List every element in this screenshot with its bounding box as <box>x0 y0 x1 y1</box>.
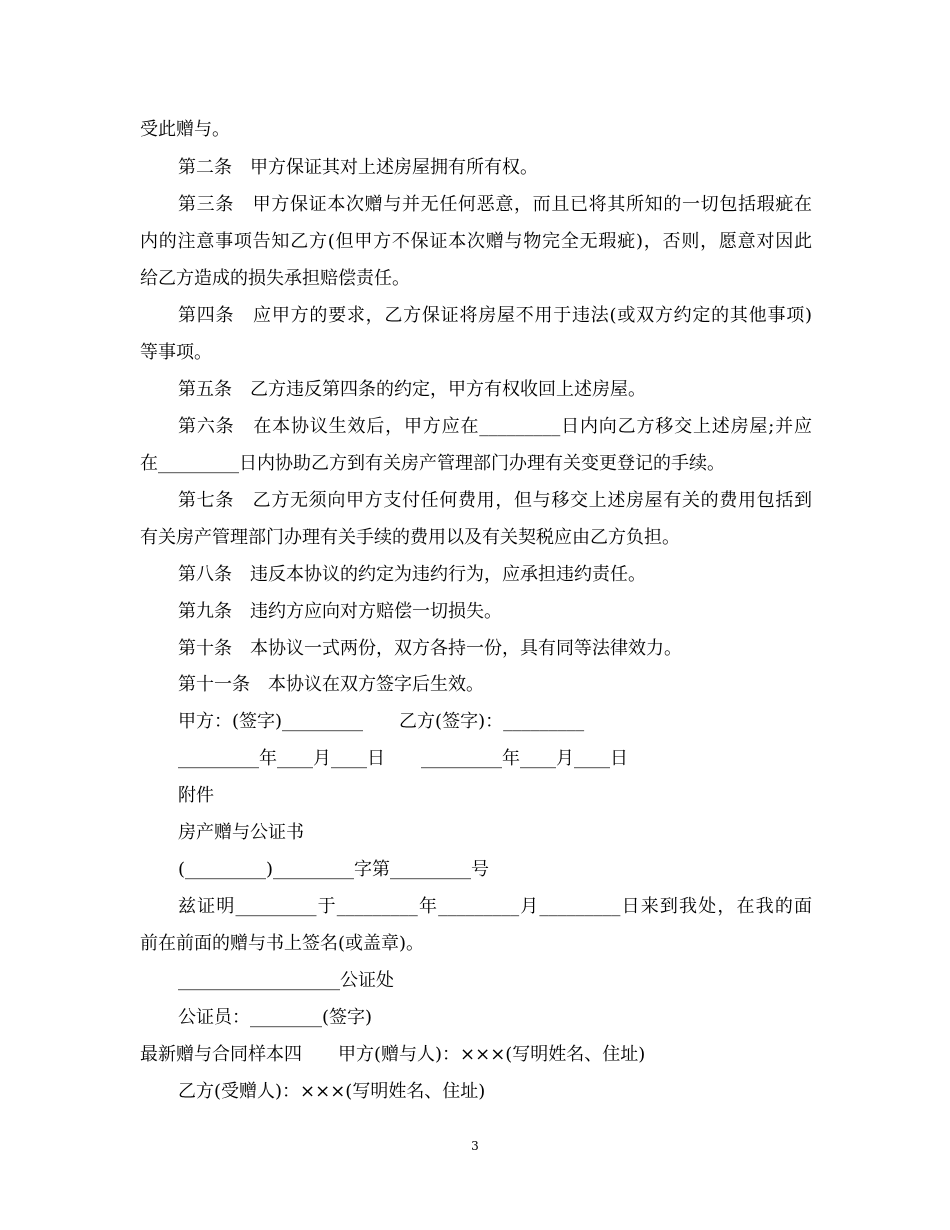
paragraph-line: 等事项。 <box>140 342 212 363</box>
date-line: _________年____月____日 _________年____月____日 <box>178 748 628 769</box>
clause-3: 第三条 甲方保证本次赠与并无任何恶意，而且已将其所知的一切包括瑕疵在 <box>178 194 812 215</box>
party-b-line: 乙方(受赠人)：×××(写明姓名、住址) <box>178 1081 486 1102</box>
paragraph-line: 给乙方造成的损失承担赔偿责任。 <box>140 268 410 289</box>
paragraph-line: 在_________日内协助乙方到有关房产管理部门办理有关变更登记的手续。 <box>140 453 725 474</box>
paragraph-line: 前在前面的赠与书上签名(或盖章)。 <box>140 933 425 954</box>
notary-statement: 兹证明_________于_________年_________月_________日来到我处，在我的面 <box>178 896 812 917</box>
signature-line: 甲方：(签字)_________ 乙方(签字)：_________ <box>178 711 585 732</box>
page-number: 3 <box>471 1139 479 1153</box>
attachment-heading: 附件 <box>178 785 214 806</box>
clause-5: 第五条 乙方违反第四条的约定，甲方有权收回上述房屋。 <box>178 379 646 400</box>
clause-2: 第二条 甲方保证其对上述房屋拥有所有权。 <box>178 157 538 178</box>
clause-8: 第八条 违反本协议的约定为违约行为，应承担违约责任。 <box>178 564 646 585</box>
paragraph-line: 内的注意事项告知乙方(但甲方不保证本次赠与物完全无瑕疵)，否则，愿意对因此 <box>140 231 812 252</box>
clause-9: 第九条 违约方应向对方赔偿一切损失。 <box>178 601 502 622</box>
notary-title: 房产赠与公证书 <box>178 822 304 843</box>
sample-four-heading: 最新赠与合同样本四 甲方(赠与人)：×××(写明姓名、住址) <box>140 1044 646 1065</box>
clause-4: 第四条 应甲方的要求，乙方保证将房屋不用于违法(或双方约定的其他事项) <box>178 305 812 326</box>
notary-number-line: (_________)_________字第_________号 <box>178 859 490 880</box>
clause-7: 第七条 乙方无须向甲方支付任何费用，但与移交上述房屋有关的费用包括到 <box>178 490 812 511</box>
clause-11: 第十一条 本协议在双方签字后生效。 <box>178 674 484 695</box>
clause-10: 第十条 本协议一式两份，双方各持一份，具有同等法律效力。 <box>178 638 682 659</box>
notary-signature-line: 公证员：________(签字) <box>178 1007 373 1028</box>
notary-office-line: __________________公证处 <box>178 970 394 991</box>
paragraph-line: 有关房产管理部门办理有关手续的费用以及有关契税应由乙方负担。 <box>140 527 680 548</box>
paragraph-line: 受此赠与。 <box>140 119 230 140</box>
clause-6: 第六条 在本协议生效后，甲方应在_________日内向乙方移交上述房屋;并应 <box>178 416 812 437</box>
